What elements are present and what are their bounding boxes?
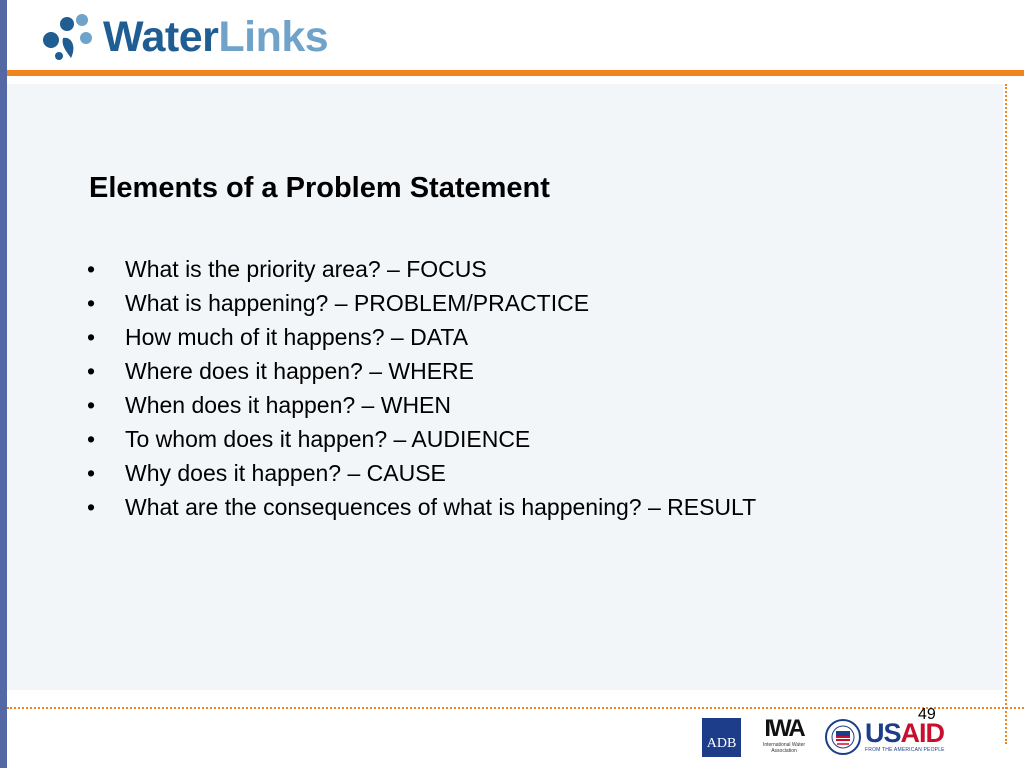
bullet-text: Where does it happen? – WHERE bbox=[125, 357, 475, 384]
usaid-wordmark bbox=[865, 720, 945, 747]
bullet-text: What is the priority area? – FOCUS bbox=[125, 255, 487, 282]
list-item bbox=[87, 456, 756, 490]
bullet-marker: • bbox=[87, 425, 96, 452]
right-dotted-border bbox=[1005, 84, 1007, 744]
adb-logo-text: ADB bbox=[706, 735, 737, 751]
usaid-us-text: US bbox=[865, 718, 901, 748]
footer-logos bbox=[702, 715, 945, 759]
list-item bbox=[87, 320, 756, 354]
bullet-marker: • bbox=[87, 493, 96, 520]
header-divider bbox=[7, 70, 1024, 76]
iwa-logo bbox=[761, 716, 807, 758]
bullet-text: What is happening? – PROBLEM/PRACTICE bbox=[125, 289, 590, 316]
bullet-marker: • bbox=[87, 289, 96, 316]
bullet-text: How much of it happens? – DATA bbox=[125, 323, 469, 350]
iwa-logo-text: IWA bbox=[764, 715, 804, 742]
bullet-text: When does it happen? – WHEN bbox=[125, 391, 452, 418]
logo-water-text: Water bbox=[103, 13, 219, 61]
list-item bbox=[87, 422, 756, 456]
usaid-logo bbox=[865, 720, 945, 754]
usaid-tagline: FROM THE AMERICAN PEOPLE bbox=[865, 747, 945, 753]
bullet-text: What are the consequences of what is happening? – RESULT bbox=[125, 493, 757, 520]
logo-links-text: Links bbox=[218, 13, 329, 61]
iwa-logo-subtitle: International Water Association bbox=[762, 742, 806, 754]
list-item bbox=[87, 354, 756, 388]
page-number: 49 bbox=[918, 706, 936, 723]
bullet-marker: • bbox=[87, 391, 96, 418]
waterlinks-logo bbox=[41, 10, 328, 64]
water-droplets-icon bbox=[41, 10, 99, 64]
adb-logo bbox=[702, 718, 741, 757]
list-item bbox=[87, 286, 756, 320]
slide-title: Elements of a Problem Statement bbox=[89, 172, 550, 204]
bullet-marker: • bbox=[87, 357, 96, 384]
bullet-marker: • bbox=[87, 255, 96, 282]
bullet-text: To whom does it happen? – AUDIENCE bbox=[125, 425, 531, 452]
bullet-marker: • bbox=[87, 459, 96, 486]
bullet-list bbox=[87, 252, 756, 524]
logo-wordmark bbox=[103, 10, 328, 64]
list-item bbox=[87, 388, 756, 422]
bottom-dotted-border bbox=[7, 707, 1024, 709]
bullet-text: Why does it happen? – CAUSE bbox=[125, 459, 446, 486]
bullet-marker: • bbox=[87, 323, 96, 350]
list-item bbox=[87, 252, 756, 286]
list-item bbox=[87, 490, 756, 524]
usaid-aid-text: AID bbox=[900, 718, 945, 748]
header bbox=[7, 0, 1024, 70]
usaid-seal-icon bbox=[825, 719, 861, 755]
left-accent-bar bbox=[0, 0, 7, 768]
